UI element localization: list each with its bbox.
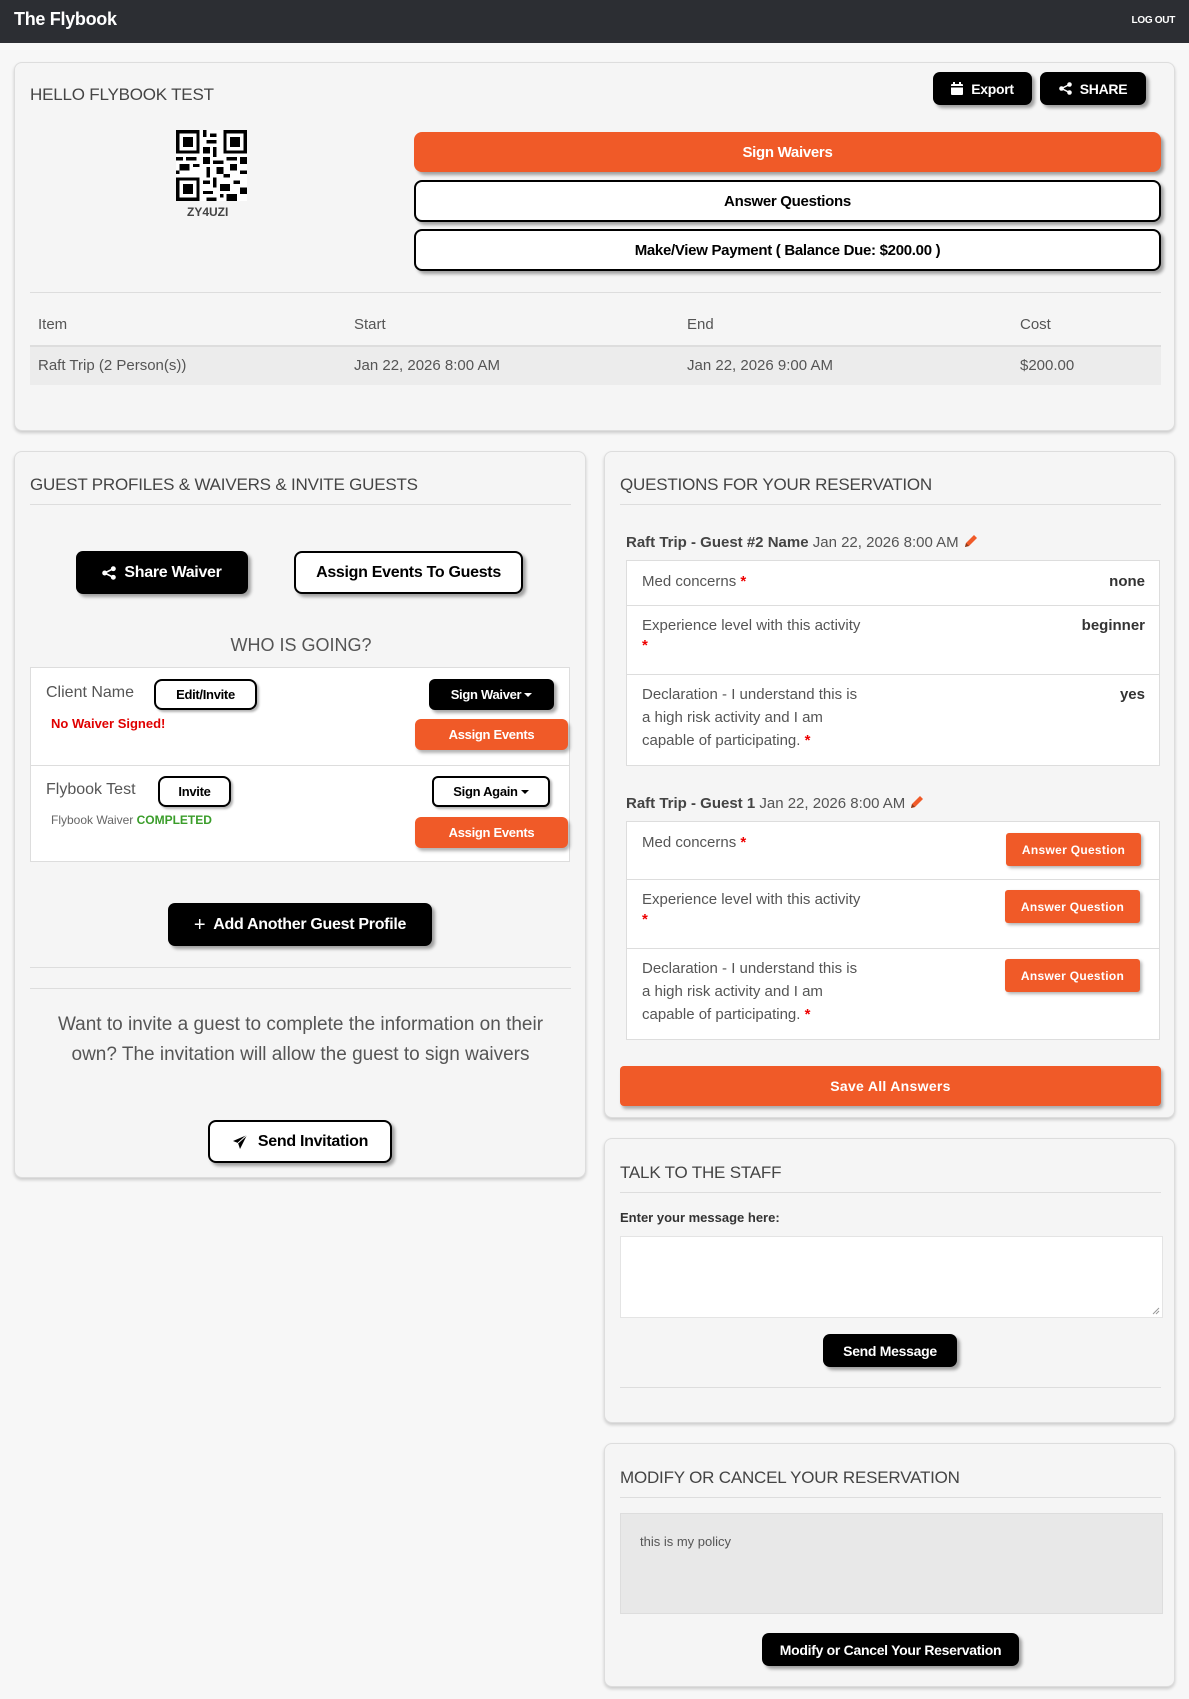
question-label bbox=[642, 831, 746, 854]
save-all-answers-button[interactable]: Save All Answers bbox=[620, 1066, 1161, 1106]
question-text-line: a high risk activity and I am bbox=[642, 983, 823, 1000]
question-divider bbox=[627, 605, 1159, 606]
modify-cancel-button[interactable]: Modify or Cancel Your Reservation bbox=[762, 1633, 1019, 1666]
questions-panel bbox=[604, 451, 1175, 1118]
guest-heading: Raft Trip - Guest #2 Name bbox=[626, 534, 809, 551]
answer-question-button[interactable]: Answer Question bbox=[1005, 959, 1140, 992]
hello-panel bbox=[14, 62, 1175, 431]
list-item bbox=[31, 668, 569, 765]
question-label bbox=[642, 888, 860, 911]
invite-description: Want to invite a guest to complete the information on their own? The invitation will allow the guest to sign waivers bbox=[57, 1014, 544, 1065]
staff-bottom-divider bbox=[620, 1387, 1161, 1388]
modify-title: MODIFY OR CANCEL YOUR RESERVATION bbox=[620, 1468, 960, 1487]
question-label bbox=[642, 957, 857, 1026]
caret-down-icon bbox=[521, 790, 529, 794]
modify-reservation-panel bbox=[604, 1443, 1175, 1687]
question-group-heading bbox=[626, 794, 925, 812]
table-row bbox=[30, 347, 1161, 385]
question-group-heading bbox=[626, 533, 979, 551]
guest-list bbox=[30, 667, 570, 862]
message-label: Enter your message here: bbox=[620, 1210, 780, 1225]
assign-events-button[interactable]: Assign Events bbox=[415, 719, 568, 750]
assign-events-to-guests-button[interactable]: Assign Events To Guests bbox=[294, 551, 523, 594]
message-textarea[interactable] bbox=[620, 1236, 1163, 1318]
question-text-line: Declaration - I understand this is bbox=[642, 960, 858, 977]
question-text: Med concerns bbox=[642, 573, 737, 590]
modify-title-divider bbox=[620, 1497, 1161, 1498]
question-divider bbox=[627, 948, 1159, 949]
payment-button[interactable]: Make/View Payment ( Balance Due: $200.00 ) bbox=[414, 229, 1161, 271]
question-text: Med concerns bbox=[642, 834, 737, 851]
share-label: SHARE bbox=[1079, 80, 1128, 97]
required-mark: * bbox=[642, 637, 648, 654]
question-divider bbox=[627, 879, 1159, 880]
guest-section-divider-2 bbox=[30, 988, 571, 989]
waiver-status-error: No Waiver Signed! bbox=[51, 716, 166, 731]
guest-date: Jan 22, 2026 8:00 AM bbox=[759, 795, 906, 812]
sign-waivers-button[interactable]: Sign Waivers bbox=[414, 132, 1161, 172]
edit-invite-button[interactable]: Edit/Invite bbox=[154, 679, 257, 710]
guest-date: Jan 22, 2026 8:00 AM bbox=[812, 534, 959, 551]
table-cell-item: Raft Trip (2 Person(s)) bbox=[38, 357, 187, 374]
brand-logo[interactable]: The Flybook bbox=[14, 9, 117, 29]
qr-code-image bbox=[176, 130, 247, 201]
answer-question-button[interactable]: Answer Question bbox=[1006, 833, 1141, 866]
answer-value: beginner bbox=[1081, 617, 1145, 634]
calendar-icon bbox=[951, 82, 963, 95]
table-header-start: Start bbox=[354, 316, 386, 333]
resize-handle-icon[interactable] bbox=[1152, 1307, 1160, 1315]
required-mark: * bbox=[642, 911, 648, 928]
share-button[interactable] bbox=[1040, 72, 1146, 105]
question-list bbox=[626, 560, 1160, 766]
share-waiver-label: Share Waiver bbox=[124, 563, 222, 581]
question-text-line: capable of participating. bbox=[642, 1006, 801, 1023]
questions-title-divider bbox=[620, 504, 1161, 505]
answer-question-button[interactable]: Answer Question bbox=[1005, 890, 1140, 923]
waiver-status-completed bbox=[51, 813, 212, 827]
sign-again-dropdown-button[interactable] bbox=[432, 776, 550, 807]
questions-title: QUESTIONS FOR YOUR RESERVATION bbox=[620, 475, 933, 494]
table-cell-start: Jan 22, 2026 8:00 AM bbox=[354, 357, 500, 374]
paper-plane-icon bbox=[232, 1134, 248, 1150]
question-list bbox=[626, 821, 1160, 1040]
who-is-going-heading: WHO IS GOING? bbox=[230, 635, 372, 655]
table-header-end: End bbox=[687, 316, 714, 333]
top-navbar bbox=[0, 0, 1189, 43]
talk-to-staff-panel bbox=[604, 1138, 1175, 1423]
answer-value: yes bbox=[1119, 686, 1145, 703]
guest-name: Flybook Test bbox=[46, 781, 136, 798]
question-divider bbox=[627, 674, 1159, 675]
caret-down-icon bbox=[524, 693, 532, 697]
guest-section-divider-1 bbox=[30, 967, 571, 968]
send-invitation-label: Send Invitation bbox=[257, 1132, 369, 1150]
logout-link[interactable]: LOG OUT bbox=[1131, 15, 1175, 26]
export-label: Export bbox=[971, 80, 1014, 97]
question-text: Experience level with this activity bbox=[642, 891, 861, 908]
required-mark: * bbox=[804, 732, 811, 749]
table-cell-cost: $200.00 bbox=[1020, 357, 1075, 374]
waiver-name: Flybook Waiver bbox=[51, 813, 134, 827]
guest-profiles-panel bbox=[14, 451, 586, 1178]
answer-value: none bbox=[1109, 573, 1145, 590]
required-mark: * bbox=[804, 1006, 811, 1023]
policy-text: this is my policy bbox=[640, 1534, 732, 1549]
table-header-item: Item bbox=[38, 316, 68, 333]
question-text-line: a high risk activity and I am bbox=[642, 709, 823, 726]
add-guest-profile-button[interactable] bbox=[168, 903, 432, 946]
qr-code-text: ZY4UZI bbox=[187, 205, 229, 219]
pencil-icon[interactable] bbox=[909, 794, 925, 810]
required-mark: * bbox=[740, 573, 747, 590]
hello-title: HELLO FLYBOOK TEST bbox=[30, 85, 214, 104]
sign-waiver-label: Sign Waiver bbox=[450, 687, 522, 702]
list-item bbox=[31, 766, 569, 863]
question-label bbox=[642, 570, 746, 593]
plus-icon: + bbox=[193, 913, 206, 936]
table-header-cost: Cost bbox=[1020, 316, 1051, 333]
invite-button[interactable]: Invite bbox=[158, 776, 231, 807]
hello-divider bbox=[30, 292, 1161, 293]
staff-title-divider bbox=[620, 1192, 1161, 1193]
send-invitation-button[interactable] bbox=[208, 1120, 392, 1163]
share-icon bbox=[1059, 82, 1072, 95]
question-text-line: Declaration - I understand this is bbox=[642, 686, 858, 703]
question-text: Experience level with this activity bbox=[642, 617, 861, 634]
add-guest-label: Add Another Guest Profile bbox=[213, 915, 407, 933]
sign-again-label: Sign Again bbox=[453, 784, 518, 799]
sign-waiver-dropdown-button[interactable] bbox=[429, 679, 554, 710]
question-text-line: capable of participating. bbox=[642, 732, 801, 749]
completed-badge: COMPLETED bbox=[136, 813, 212, 827]
share-waiver-button[interactable] bbox=[76, 551, 248, 594]
share-icon bbox=[102, 566, 116, 580]
guest-name: Client Name bbox=[46, 684, 135, 701]
table-cell-end: Jan 22, 2026 9:00 AM bbox=[687, 357, 833, 374]
reservation-table bbox=[30, 307, 1161, 382]
guest-profiles-title: GUEST PROFILES & WAIVERS & INVITE GUESTS bbox=[30, 475, 418, 494]
answer-questions-button[interactable]: Answer Questions bbox=[414, 180, 1161, 222]
send-message-button[interactable]: Send Message bbox=[823, 1334, 957, 1367]
guest-heading: Raft Trip - Guest 1 bbox=[626, 795, 756, 812]
required-mark: * bbox=[740, 834, 747, 851]
pencil-icon[interactable] bbox=[963, 533, 979, 549]
export-button[interactable] bbox=[933, 72, 1032, 105]
question-label bbox=[642, 614, 860, 637]
question-label bbox=[642, 683, 857, 752]
policy-box bbox=[620, 1513, 1163, 1614]
guest-title-divider bbox=[30, 504, 571, 505]
assign-events-button[interactable]: Assign Events bbox=[415, 817, 568, 848]
staff-title: TALK TO THE STAFF bbox=[620, 1163, 782, 1182]
